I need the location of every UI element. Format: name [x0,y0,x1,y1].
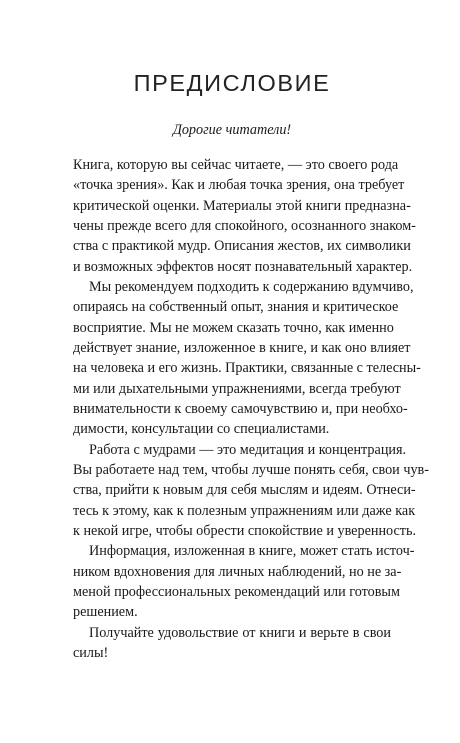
text-line: опираясь на собственный опыт, знания и критическое [73,299,399,316]
text-line: к некой игре, чтобы обрести спокойствие и уверенность. [73,522,417,539]
text-line: критической оценки. Материалы этой книги предназна- [73,197,411,214]
text-line: димости, консультации со специалистами. [73,421,330,438]
text-line: Информация, изложенная в книге, может стать источ- [89,543,415,560]
text-line: Получайте удовольствие от книги и верьте в свои [89,624,391,641]
text-line: действует знание, изложенное в книге, и как оно влияет [73,339,411,356]
text-line: Работа с мудрами — это медитация и концентрация. [89,441,407,458]
page-title: ПРЕДИСЛОВИЕ [133,70,331,96]
text-line: ником вдохновения для личных наблюдений, но не за- [73,563,402,580]
text-line: на человека и его жизнь. Практики, связанные с телесны- [73,360,421,377]
text-line: силы! [73,644,109,661]
text-line: меной профессиональных рекомендаций или готовым [73,583,400,600]
text-line: Книга, которую вы сейчас читаете, — это своего рода [73,157,399,173]
text-line: и возможных эффектов носят познавательный характер. [73,258,413,275]
greeting: Дорогие читатели! [172,122,292,138]
text-line: внимательности к своему самочувствию и, при необхо- [73,400,408,417]
text-line: ства, прийти к новым для себя мыслям и идеям. Отнеси- [73,482,416,499]
text-line: ства с практикой мудр. Описания жестов, их символики [73,238,411,255]
body-text [73,155,429,663]
text-line: «точка зрения». Как и любая точка зрения, она требует [73,177,405,194]
text-line: восприятие. Мы не можем сказать точно, как именно [73,319,394,336]
text-line: Мы рекомендуем подходить к содержанию вдумчиво, [89,278,414,295]
text-line: решением. [73,604,138,621]
text-line: чены прежде всего для спокойного, осознанного знаком- [73,217,416,234]
text-line: Вы работаете над тем, чтобы лучше понять себя, свои чув- [73,461,429,478]
text-line: тесь к этому, как к полезным упражнениям или даже как [73,502,416,519]
text-line: ми или дыхательными упражнениями, всегда требуют [73,380,401,397]
